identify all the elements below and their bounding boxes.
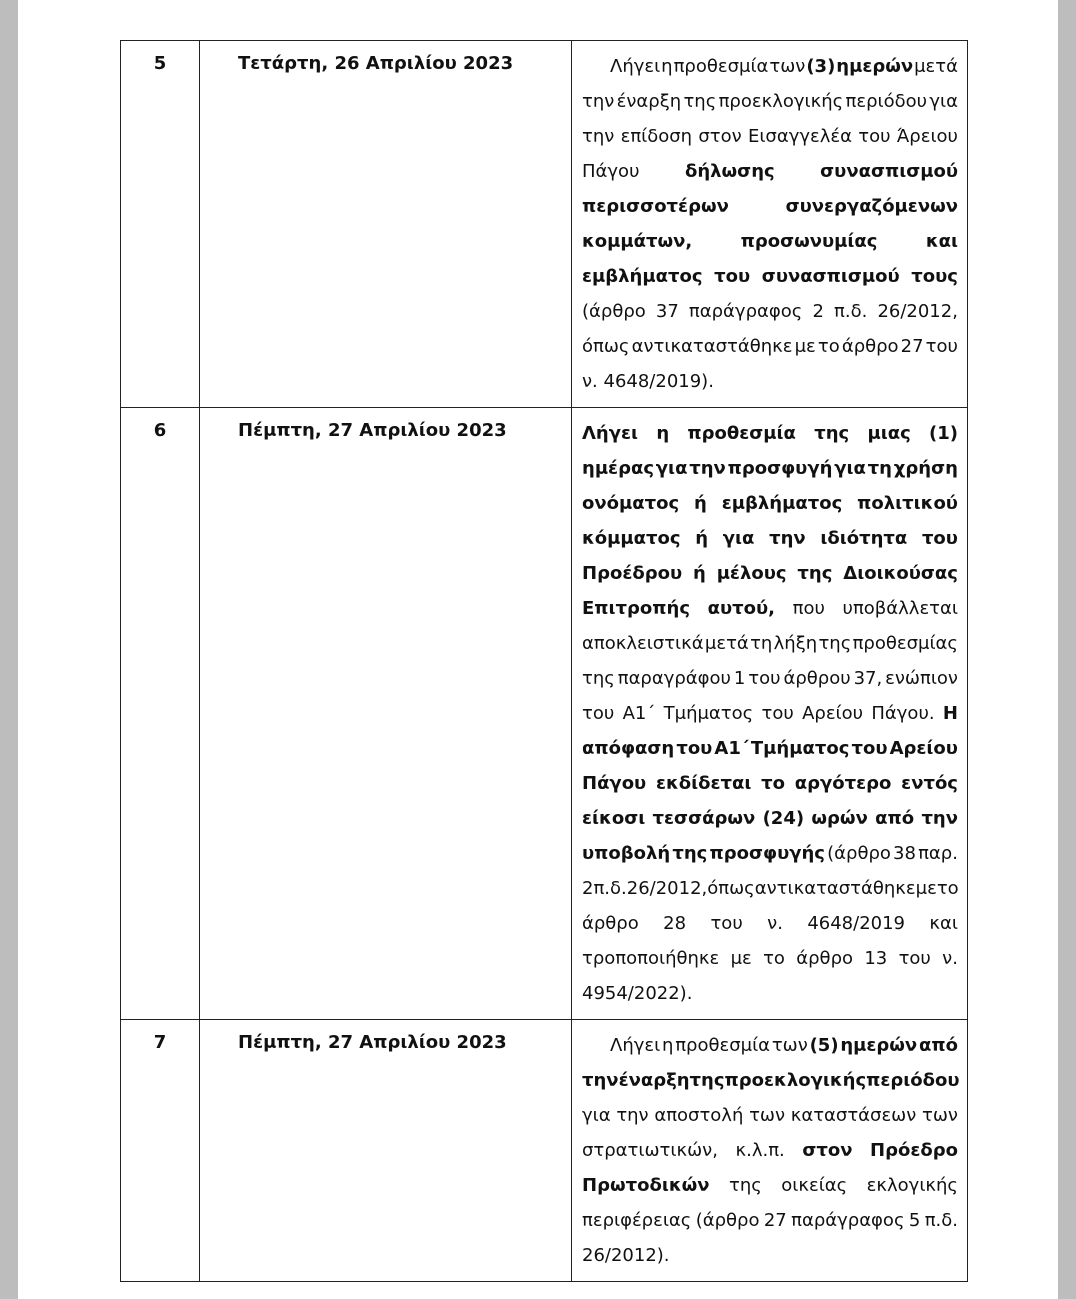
line-word: π.δ. (834, 301, 868, 322)
line-word: κ.λ.π. (735, 1140, 785, 1161)
line-word: (άρθρο (582, 301, 646, 322)
line-word: η (656, 423, 670, 444)
line-word: Αρείου (889, 738, 958, 759)
line-word: καταστάσεων (790, 1105, 917, 1126)
line-word: προσφυγή (727, 458, 833, 479)
line-word: του (710, 913, 743, 934)
line-word: απόφαση (582, 738, 675, 759)
line-word: (1) (929, 423, 958, 444)
line-word: τεσσάρων (652, 808, 756, 829)
line-word: υποβάλλεται (842, 598, 958, 619)
line-word: 2 (582, 878, 594, 899)
line-word: προεκλογικής (724, 1070, 867, 1091)
line-word: ημερών (836, 56, 914, 77)
line-word: χρήση (893, 458, 958, 479)
line-word: που (792, 598, 825, 619)
line-word: Πάγου. (871, 703, 935, 724)
line-word: για (834, 458, 866, 479)
line-word: ή (695, 528, 709, 549)
table-row (121, 41, 968, 408)
line-word: με (915, 878, 937, 899)
line-word: ημερών (840, 1035, 918, 1056)
line-word: άρθρο (841, 336, 899, 357)
line-word: έναρξη (618, 1070, 690, 1091)
line-word: του (921, 528, 958, 549)
line-word: κόμματος (582, 528, 681, 549)
line-word: για (929, 91, 958, 112)
line-word: της (689, 1070, 725, 1091)
line-text: 4954/2022). (582, 983, 693, 1004)
description-line (582, 294, 958, 329)
line-word: 26/2012, (877, 301, 958, 322)
line-word: συνασπισμού (761, 266, 900, 287)
line-word: αντικαταστάθηκε (754, 878, 916, 899)
description-line (582, 259, 958, 294)
row-number: 6 (121, 408, 200, 1020)
line-word: μετά (914, 56, 958, 77)
line-word: π.δ. (924, 1210, 958, 1231)
line-word: 5 (908, 1210, 921, 1231)
line-word: περισσοτέρων (582, 196, 729, 217)
line-word: 2 (812, 301, 824, 322)
line-word: κομμάτων, (582, 231, 693, 252)
line-word: τους (911, 266, 958, 287)
line-word: για (722, 528, 755, 549)
description-line (582, 49, 958, 84)
line-word: στον (698, 126, 742, 147)
line-word: του (748, 668, 781, 689)
description-line (582, 836, 958, 871)
description-line (582, 1203, 958, 1238)
line-word: π.δ. (593, 878, 627, 899)
row-date: Πέμπτη, 27 Απριλίου 2023 (200, 408, 572, 1020)
line-word: του (898, 948, 931, 969)
line-word: μέλους (716, 563, 787, 584)
description-line (582, 329, 958, 364)
description-line (582, 1168, 958, 1203)
line-word: (3) (806, 56, 836, 77)
line-word: Λήγει (610, 56, 661, 77)
line-word: λήξη (773, 633, 818, 654)
line-word: Τμήματος (663, 703, 754, 724)
line-word: Προέδρου (582, 563, 683, 584)
row-description (572, 41, 968, 408)
line-word: εμβλήματος (582, 266, 703, 287)
row-description (572, 1020, 968, 1282)
line-word: Διοικούσας (843, 563, 958, 584)
line-word: της (814, 423, 850, 444)
line-word: Πρωτοδικών (582, 1175, 710, 1196)
line-word: μετά (704, 633, 749, 654)
row-date: Τετάρτη, 26 Απριλίου 2023 (200, 41, 572, 408)
line-word: την (616, 1105, 649, 1126)
line-word: της (797, 563, 833, 584)
line-word: 27 (900, 336, 924, 357)
line-word: Α1΄ (622, 703, 656, 724)
line-text: ν. 4648/2019). (582, 371, 714, 392)
line-word: παράγραφος (688, 301, 803, 322)
description-line (582, 1238, 958, 1273)
line-word: Α1΄ (714, 738, 749, 759)
line-word: Η (942, 703, 958, 724)
description-line (582, 661, 958, 696)
line-word: Τμήματος (750, 738, 850, 759)
line-word: εκδίδεται (655, 773, 752, 794)
line-word: στον (802, 1140, 853, 1161)
line-word: των (769, 56, 806, 77)
line-word: αργότερο (794, 773, 892, 794)
line-word: του (858, 126, 891, 147)
line-word: την (582, 126, 615, 147)
line-word: 37, (853, 668, 883, 689)
line-word: από (918, 1035, 958, 1056)
line-word: με (730, 948, 752, 969)
line-word: Εισαγγελέα (747, 126, 852, 147)
description-line (582, 224, 958, 259)
line-word: οικείας (781, 1175, 848, 1196)
description-line (582, 766, 958, 801)
description-line (582, 1028, 958, 1063)
description-line (582, 364, 958, 399)
description-line (582, 801, 958, 836)
line-word: όπως (582, 336, 630, 357)
line-word: 28 (663, 913, 687, 934)
description-line (582, 119, 958, 154)
line-word: του (761, 703, 794, 724)
line-word: εμβλήματος (721, 493, 843, 514)
description-line (582, 84, 958, 119)
line-word: για (655, 458, 688, 479)
description-line (582, 416, 958, 451)
description-line (582, 521, 958, 556)
line-word: της (728, 1175, 762, 1196)
line-word: μιας (867, 423, 911, 444)
line-word: ή (692, 563, 706, 584)
line-word: άρθρο (582, 913, 639, 934)
description-line (582, 189, 958, 224)
line-word: εντός (901, 773, 958, 794)
line-text: 26/2012). (582, 1245, 670, 1266)
description-line (582, 1133, 958, 1168)
line-word: ονόματος (582, 493, 680, 514)
row-description (572, 408, 968, 1020)
line-word: από (875, 808, 915, 829)
line-word: αποκλειστικά (582, 633, 704, 654)
line-word: αντικαταστάθηκε (631, 336, 793, 357)
line-word: των (749, 1105, 786, 1126)
line-word: παρ. (918, 843, 958, 864)
line-word: άρθρο (796, 948, 854, 969)
line-word: ιδιότητα (820, 528, 908, 549)
line-word: αυτού, (707, 598, 776, 619)
line-word: ενώπιον (885, 668, 958, 689)
line-word: των (922, 1105, 958, 1126)
line-word: της (683, 91, 717, 112)
line-word: Πάγου (582, 773, 647, 794)
line-word: πολιτικού (857, 493, 958, 514)
line-word: Αρείου (802, 703, 864, 724)
line-word: προσφυγής (709, 843, 825, 864)
line-word: ωρών (811, 808, 868, 829)
line-word: ή (694, 493, 707, 514)
line-word: Λήγει (610, 1035, 661, 1056)
line-word: του (714, 266, 751, 287)
line-word: παραγράφου (617, 668, 731, 689)
line-word: των (771, 1035, 808, 1056)
line-word: στρατιωτικών, (582, 1140, 718, 1161)
line-word: του (925, 336, 958, 357)
line-word: της (672, 843, 708, 864)
description-line (582, 906, 958, 941)
line-word: την (582, 1070, 619, 1091)
line-word: Λήγει (582, 423, 639, 444)
description-line (582, 1098, 958, 1133)
line-word: το (761, 773, 786, 794)
line-word: προθεσμίας (852, 633, 958, 654)
line-word: Επιτροπής (582, 598, 691, 619)
line-word: 1 (733, 668, 746, 689)
line-word: προθεσμία (675, 1035, 771, 1056)
line-word: την (689, 458, 726, 479)
line-word: το (817, 336, 840, 357)
line-word: αποστολή (654, 1105, 744, 1126)
line-word: Πρόεδρο (870, 1140, 958, 1161)
line-word: 37 (655, 301, 679, 322)
row-number: 5 (121, 41, 200, 408)
description-line (582, 731, 958, 766)
line-word: δήλωσης (684, 161, 775, 182)
line-word: έναρξη (616, 91, 682, 112)
description-line (582, 486, 958, 521)
deadlines-table (120, 40, 968, 1282)
line-word: ημέρας (582, 458, 654, 479)
line-word: 38 (893, 843, 916, 864)
line-word: Άρειου (896, 126, 958, 147)
description-line (582, 154, 958, 189)
line-word: την (921, 808, 958, 829)
description-line (582, 1063, 958, 1098)
line-word: Πάγου (582, 161, 640, 182)
line-word: 26/2012, (626, 878, 708, 899)
line-word: τη (750, 633, 773, 654)
line-word: προθεσμία (673, 56, 769, 77)
line-word: την (582, 91, 615, 112)
line-word: τη (867, 458, 892, 479)
line-word: επίδοση (620, 126, 693, 147)
description-line (582, 871, 958, 906)
line-word: για (582, 1105, 611, 1126)
line-word: υποβολή (582, 843, 671, 864)
line-word: το (936, 878, 959, 899)
line-word: του (676, 738, 713, 759)
line-word: του (851, 738, 888, 759)
document-page (18, 0, 1058, 1299)
line-word: (άρθρο (695, 1210, 760, 1231)
description-line (582, 696, 958, 731)
line-word: περιόδου (866, 1070, 960, 1091)
line-word: είκοσι (582, 808, 646, 829)
table-row (121, 408, 968, 1020)
line-word: την (769, 528, 806, 549)
line-word: όπως (707, 878, 755, 899)
line-word: προσωνυμίας (740, 231, 878, 252)
line-word: άρθρου (783, 668, 851, 689)
row-number: 7 (121, 1020, 200, 1282)
description-line (582, 976, 958, 1011)
description-line (582, 451, 958, 486)
line-word: 13 (864, 948, 888, 969)
line-word: 4648/2019 (807, 913, 906, 934)
line-word: 27 (763, 1210, 787, 1231)
line-word: περιόδου (845, 91, 928, 112)
line-word: περιφέρειας (582, 1210, 692, 1231)
line-word: η (661, 1035, 674, 1056)
line-word: της (818, 633, 852, 654)
line-word: ν. (767, 913, 783, 934)
line-word: της (582, 668, 615, 689)
line-word: τροποποιήθηκε (582, 948, 720, 969)
line-word: η (661, 56, 673, 77)
description-line (582, 591, 958, 626)
line-word: συνεργαζόμενων (785, 196, 958, 217)
description-line (582, 556, 958, 591)
line-word: και (925, 231, 958, 252)
line-word: προθεσμία (687, 423, 796, 444)
line-word: και (929, 913, 958, 934)
line-word: παράγραφος (791, 1210, 905, 1231)
line-word: ν. (942, 948, 958, 969)
line-word: του (582, 703, 615, 724)
line-word: με (794, 336, 816, 357)
table-row (121, 1020, 968, 1282)
line-word: συνασπισμού (820, 161, 958, 182)
line-word: προεκλογικής (718, 91, 844, 112)
description-line (582, 941, 958, 976)
line-word: (24) (762, 808, 805, 829)
line-word: εκλογικής (866, 1175, 958, 1196)
row-date: Πέμπτη, 27 Απριλίου 2023 (200, 1020, 572, 1282)
line-word: (5) (809, 1035, 839, 1056)
description-line (582, 626, 958, 661)
line-word: (άρθρο (827, 843, 891, 864)
line-word: το (763, 948, 785, 969)
